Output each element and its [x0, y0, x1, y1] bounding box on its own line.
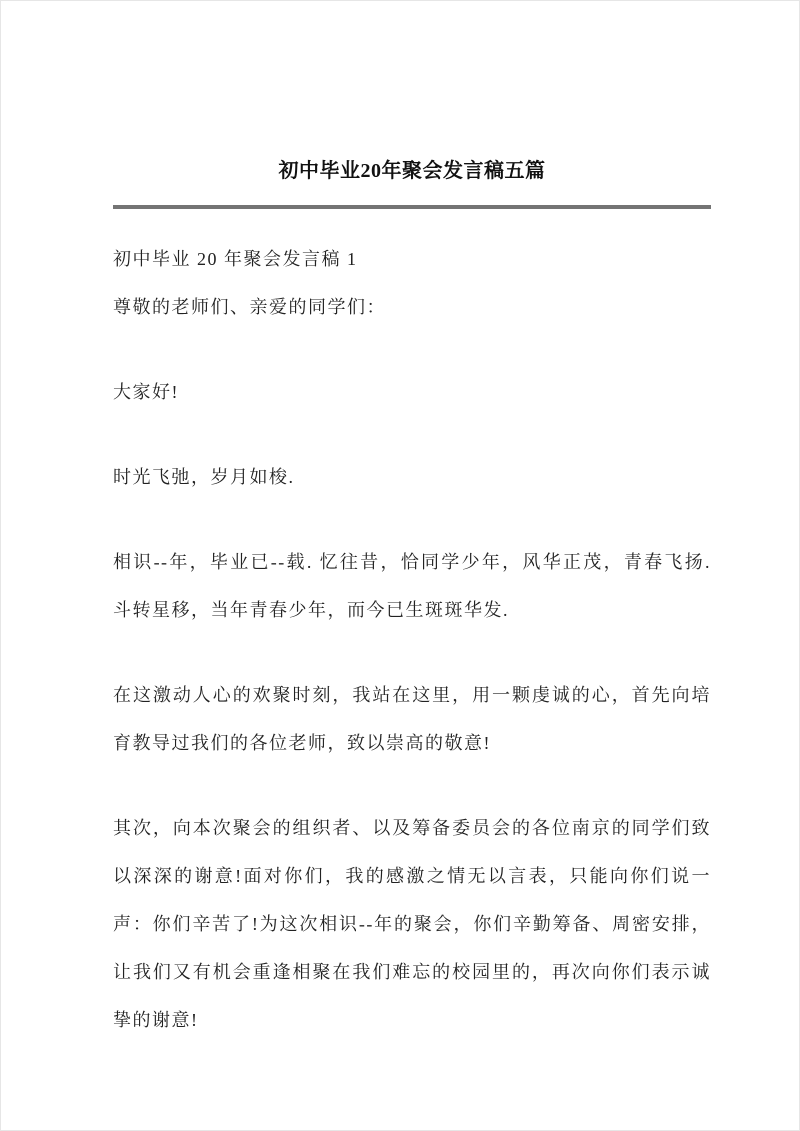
paragraph-thanks-organizers: 其次，向本次聚会的组织者、以及筹备委员会的各位南京的同学们致以深深的谢意!面对你们，我的感激之情无以言表，只能向你们说一声：你们辛苦了!为这次相识--年的聚会，你们辛勤筹备、周密安排，让我们又有机会重逢相聚在我们难忘的校园里的，再次向你们表示诚挚的谢意!: [113, 818, 711, 1030]
paragraph-respect-teachers: 在这激动人心的欢聚时刻，我站在这里，用一颗虔诚的心，首先向培育教导过我们的各位老师，致以崇高的敬意!: [113, 685, 711, 753]
paragraph-memories: 相识--年，毕业已--载. 忆往昔，恰同学少年，风华正茂，青春飞扬. 斗转星移，当年青春少年，而今已生斑斑华发.: [113, 552, 711, 620]
paragraph-time: 时光飞弛，岁月如梭.: [113, 467, 295, 487]
document-body: [113, 235, 711, 1044]
paragraph-heading: 初中毕业 20 年聚会发言稿 1: [113, 249, 358, 269]
paragraph-salutation: 尊敬的老师们、亲爱的同学们：: [113, 297, 386, 317]
page-title: 初中毕业20年聚会发言稿五篇: [278, 160, 546, 182]
title-divider: [113, 205, 711, 209]
paragraph-greeting: 大家好!: [113, 382, 179, 402]
document-content: [1, 1, 799, 1044]
